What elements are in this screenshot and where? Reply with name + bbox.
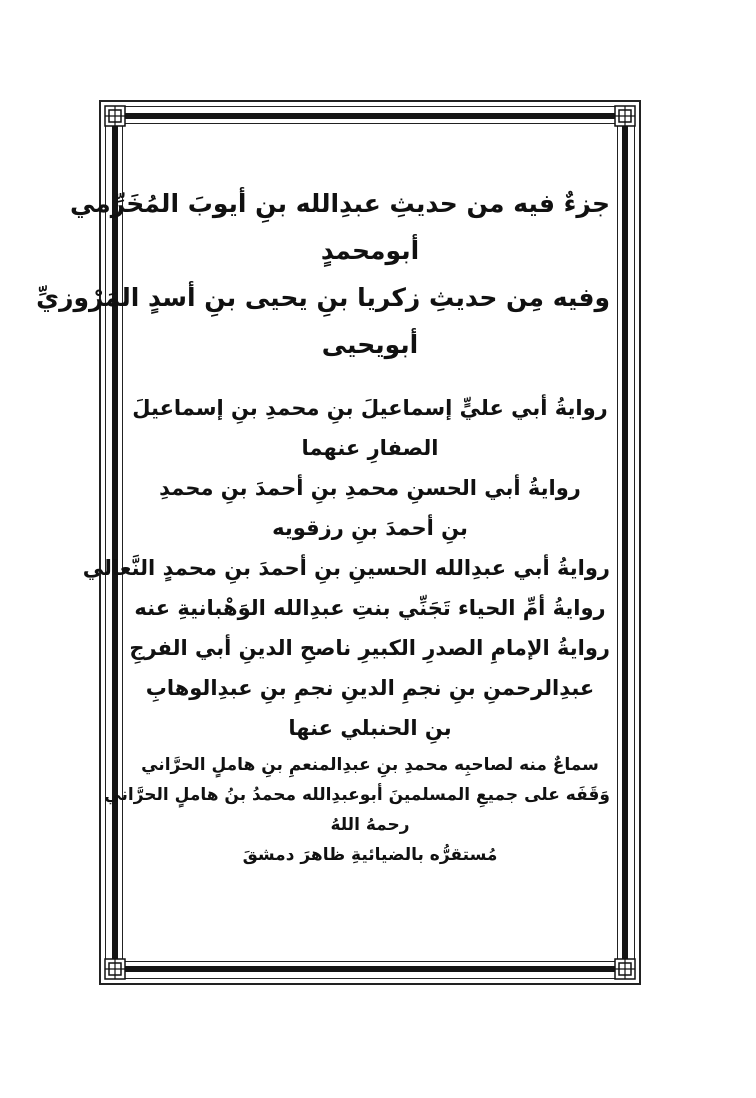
title-line-1: جزءٌ فيه من حديثِ عبدِالله بنِ أيوبَ المُخَرِّمي xyxy=(69,189,610,218)
note-line-1: سماعٌ منه لصاحبِه محمدِ بنِ عبدِالمنعمِ بنِ هاملٍ الحرَّاني xyxy=(141,755,599,775)
corner-ornament-top-left xyxy=(104,105,126,127)
spacer xyxy=(130,368,610,388)
chain-line-7: روايةُ الإمامِ الصدرِ الكبيرِ ناصحِ الدينِ أبي الفرجِ xyxy=(129,636,610,660)
title-page-content xyxy=(36,180,610,870)
title-line-3: وفيه مِن حديثِ زكريا بنِ يحيى بنِ أسدٍ المَرْوزيِّ xyxy=(36,283,610,312)
chain-line-8: عبدِالرحمنِ بنِ نجمِ الدينِ نجمِ بنِ عبدِالوهابِ xyxy=(145,676,595,700)
chain-line-9: بنِ الحنبلي عنها xyxy=(288,716,452,740)
note-line-2: وَقَفَه على جميعِ المسلمينَ أبوعبدِالله محمدُ بنُ هاملٍ الحرَّاني xyxy=(104,785,610,805)
corner-ornament-bottom-left xyxy=(104,958,126,980)
note-line-3: رحمهُ اللهُ xyxy=(330,815,410,835)
chain-line-4: بنِ أحمدَ بنِ رزقويه xyxy=(272,516,468,540)
title-line-2: أبومحمدٍ xyxy=(320,236,420,265)
chain-line-2: الصفارِ عنهما xyxy=(301,436,439,460)
corner-ornament-bottom-right xyxy=(614,958,636,980)
chain-line-5: روايةُ أبي عبدِالله الحسينِ بنِ أحمدَ بنِ محمدٍ النَّعالي xyxy=(82,556,610,580)
title-line-4: أبويحيى xyxy=(321,330,419,359)
chain-line-3: روايةُ أبي الحسنِ محمدِ بنِ أحمدَ بنِ محمدِ xyxy=(159,476,581,500)
corner-ornament-top-right xyxy=(614,105,636,127)
chain-line-6: روايةُ أمِّ الحياء تَجَنِّي بنتِ عبدِالله الوَهْبانيةِ عنه xyxy=(134,596,606,620)
note-line-4: مُستقرُّه بالضيائيةِ ظاهرَ دمشقَ xyxy=(242,845,498,865)
chain-line-1: روايةُ أبي عليٍّ إسماعيلَ بنِ محمدِ بنِ إسماعيلَ xyxy=(132,396,608,420)
